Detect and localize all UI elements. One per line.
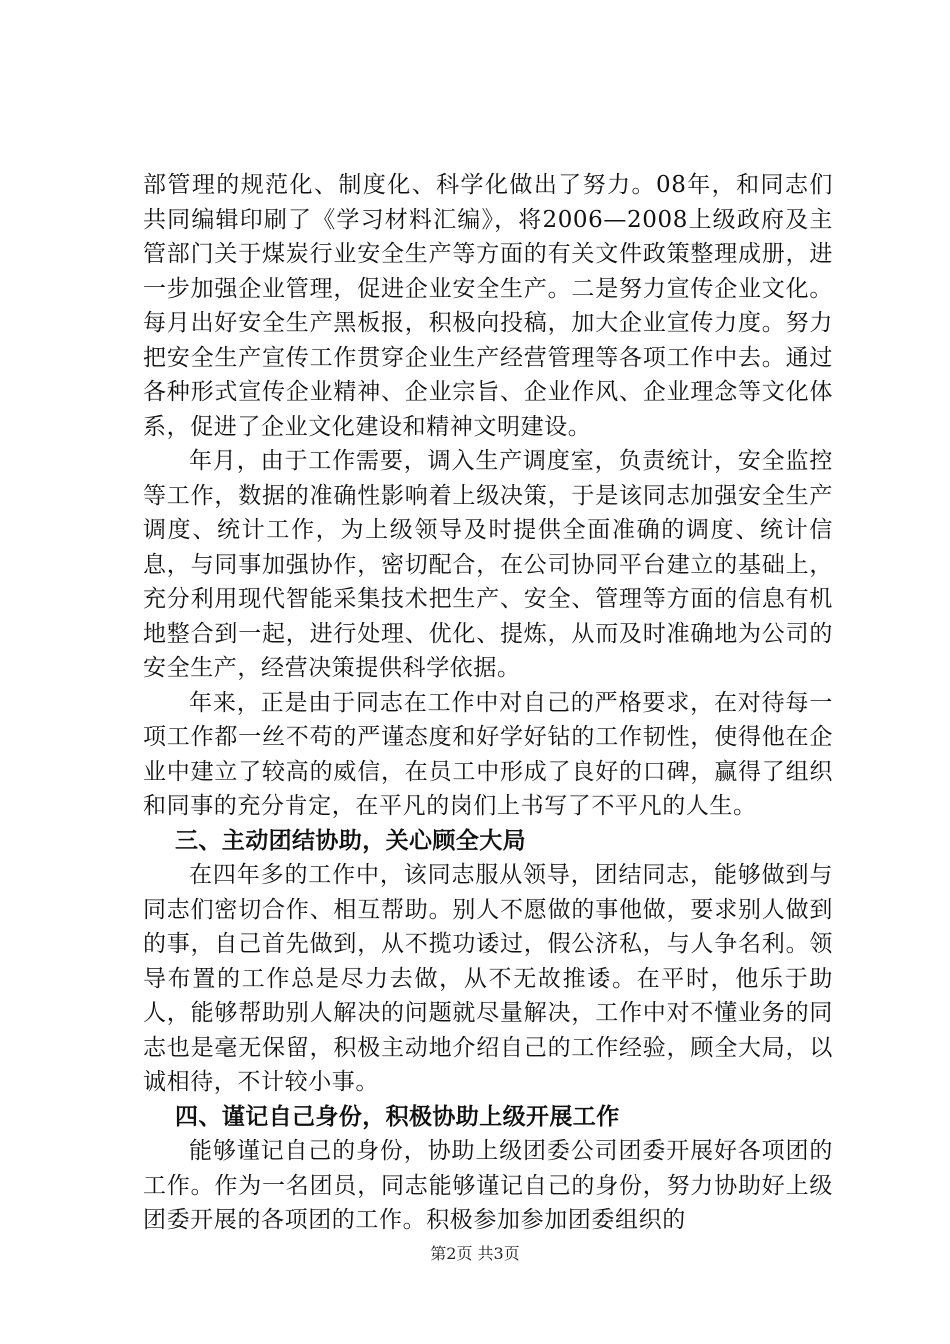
paragraph-teamwork: 在四年多的工作中，该同志服从领导，团结同志，能够做到与同志们密切合作、相互帮助。别人不愿做的事他做，要求别人做到的事，自己首先做到，从不揽功诿过，假公济私，与人争名利。领导布置的工作总是尽力去做，从不无故推诿。在平时，他乐于助人，能够帮助别人解决的问题就尽量解决，工作中对不懂业务的同志也是毫无保留，积极主动地介绍自己的工作经验，顾全大局，以诚相待，不计较小事。 <box>143 862 833 1095</box>
paragraph-reputation: 年来，正是由于同志在工作中对自己的严格要求，在对待每一项工作都一丝不苟的严谨态度和好学好钻的工作韧性，使得他在企业中建立了较高的威信，在员工中形成了良好的口碑，赢得了组织和同事的充分肯定，在平凡的岗们上书写了不平凡的人生。 <box>143 689 833 819</box>
paragraph-continued: 部管理的规范化、制度化、科学化做出了努力。08年，和同志们共同编辑印刷了《学习材料汇编》，将2006—2008上级政府及主管部门关于煤炭行业安全生产等方面的有关文件政策整理成册，进一步加强企业管理，促进企业安全生产。二是努力宣传企业文化。每月出好安全生产黑板报，积极向投稿，加大企业宣传力度。努力把安全生产宣传工作贯穿企业生产经营管理等各项工作中去。通过各种形式宣传企业精神、企业宗旨、企业作风、企业理念等文化体系，促进了企业文化建设和精神文明建设。 <box>143 172 833 440</box>
section-heading-3: 三、主动团结协助，关心顾全大局 <box>175 827 526 854</box>
document-body <box>143 168 833 1238</box>
page-footer: 第2页 共3页 <box>430 1244 520 1263</box>
paragraph-dispatch-work: 年月，由于工作需要，调入生产调度室，负责统计，安全监控等工作，数据的准确性影响着上级决策，于是该同志加强安全生产调度、统计工作，为上级领导及时提供全面准确的调度、统计信息，与同事加强协作，密切配合，在公司协同平台建立的基础上，充分利用现代智能采集技术把生产、安全、管理等方面的信息有机地整合到一起，进行处理、优化、提炼，从而及时准确地为公司的安全生产，经营决策提供科学依据。 <box>143 448 833 681</box>
section-heading-4: 四、谨记自己身份，积极协助上级开展工作 <box>175 1103 620 1130</box>
paragraph-league-work: 能够谨记自己的身份，协助上级团委公司团委开展好各项团的工作。作为一名团员，同志能够谨记自己的身份，努力协助好上级团委开展的各项团的工作。积极参加参加团委组织的 <box>143 1138 833 1233</box>
